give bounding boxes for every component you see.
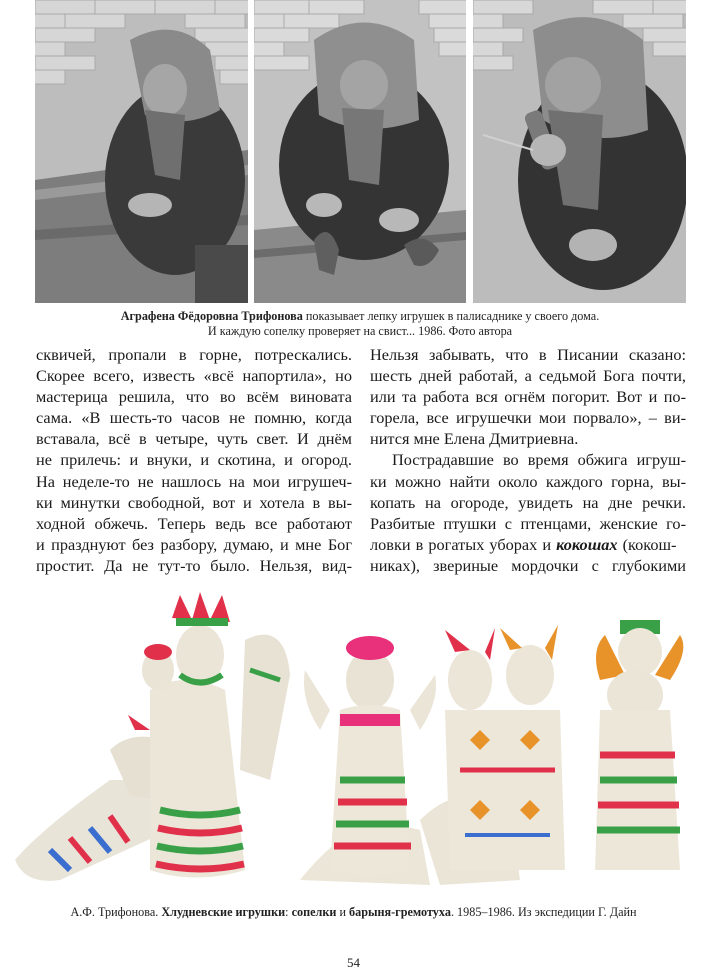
emphasized-word: кокошах [556, 534, 618, 554]
text-line: шесть дней работай, а седьмой Бога почти, [370, 366, 686, 386]
caption-title: Хлудневские игрушки [161, 905, 286, 919]
text-line: и празднуют без разбору, думаю, и мне Бог [36, 534, 352, 554]
caption-sep: : [285, 905, 292, 919]
caption-source: . 1985–1986. Из экспедиции Г. Дайн [450, 905, 637, 919]
text-line-emphasis [370, 534, 686, 555]
photo-woman-whistle [473, 0, 686, 303]
text-column-right [370, 344, 686, 597]
caption-sep: и [336, 905, 350, 919]
text-line: сквичей, пропали в горне, потрескались. [36, 345, 352, 364]
text-line: нится мне Елена Дмитриевна. [370, 429, 579, 449]
caption-author: А.Ф. Трифонова. [70, 905, 162, 919]
text-line: Пострадавшие во время обжига игруш- [392, 450, 686, 470]
toys-caption [20, 905, 687, 920]
text-fragment: ловки в рогатых уборах и [370, 534, 557, 554]
text-line: копать на огороде, увидеть на дне речки. [370, 492, 686, 512]
caption-person-name: Аграфена Фёдоровна Трифонова [120, 309, 303, 323]
text-line: мастерица решила, что во всём виновата [36, 387, 352, 407]
text-line: ки минутки свободной, вот и хотела в вы- [36, 492, 352, 512]
caption-item-2: барыня-гремотуха [349, 905, 451, 919]
text-line: Нельзя забывать, что в Писании сказано: [370, 345, 686, 364]
photo-caption [60, 309, 660, 339]
text-line: горела, все игрушечки мои порвало», – ви- [370, 408, 686, 428]
text-fragment: (кокош- [617, 534, 677, 554]
caption-item-1: сопелки [291, 905, 337, 919]
photo-caption-line-1 [60, 309, 660, 324]
text-line: не прилечь: и внуки, и скотина, и огород. [36, 450, 352, 470]
text-line: ходной обжечь. Теперь ведь все работают [36, 513, 352, 533]
photo-woman-sculpting-1 [35, 0, 248, 303]
text-line: или та работа вся огнём погорит. Вот и по- [370, 387, 686, 407]
text-line: сама. «В шесть-то часов не помню, когда [36, 408, 352, 428]
page-number: 54 [347, 955, 360, 970]
text-line: ки можно найти около каждого горна, вы- [370, 471, 686, 491]
text-column-left [36, 344, 352, 597]
photo-caption-line-2: И каждую сопелку проверяет на свист... 1986. Фото автора [207, 324, 513, 338]
photo-woman-sculpting-2 [254, 0, 466, 303]
text-line: На неделе-то не нашлось на мои игрушеч- [36, 471, 352, 491]
text-line: никах), звериные мордочки с глубокими [370, 555, 686, 575]
text-line: вставала, всё в четыре, чуть свет. И днём [36, 429, 352, 449]
text-line: Разбитые птушки с птенцами, женские го- [370, 513, 686, 533]
text-line: простит. Да не тут-то было. Нельзя, вид- [36, 555, 352, 575]
caption-line-1-text: показывает лепку игрушек в палисаднике у своего дома. [302, 309, 600, 323]
text-line: Скорее всего, известь «всё напортила», но [36, 366, 352, 386]
toys-photo [0, 580, 707, 900]
photo-strip [35, 0, 686, 303]
